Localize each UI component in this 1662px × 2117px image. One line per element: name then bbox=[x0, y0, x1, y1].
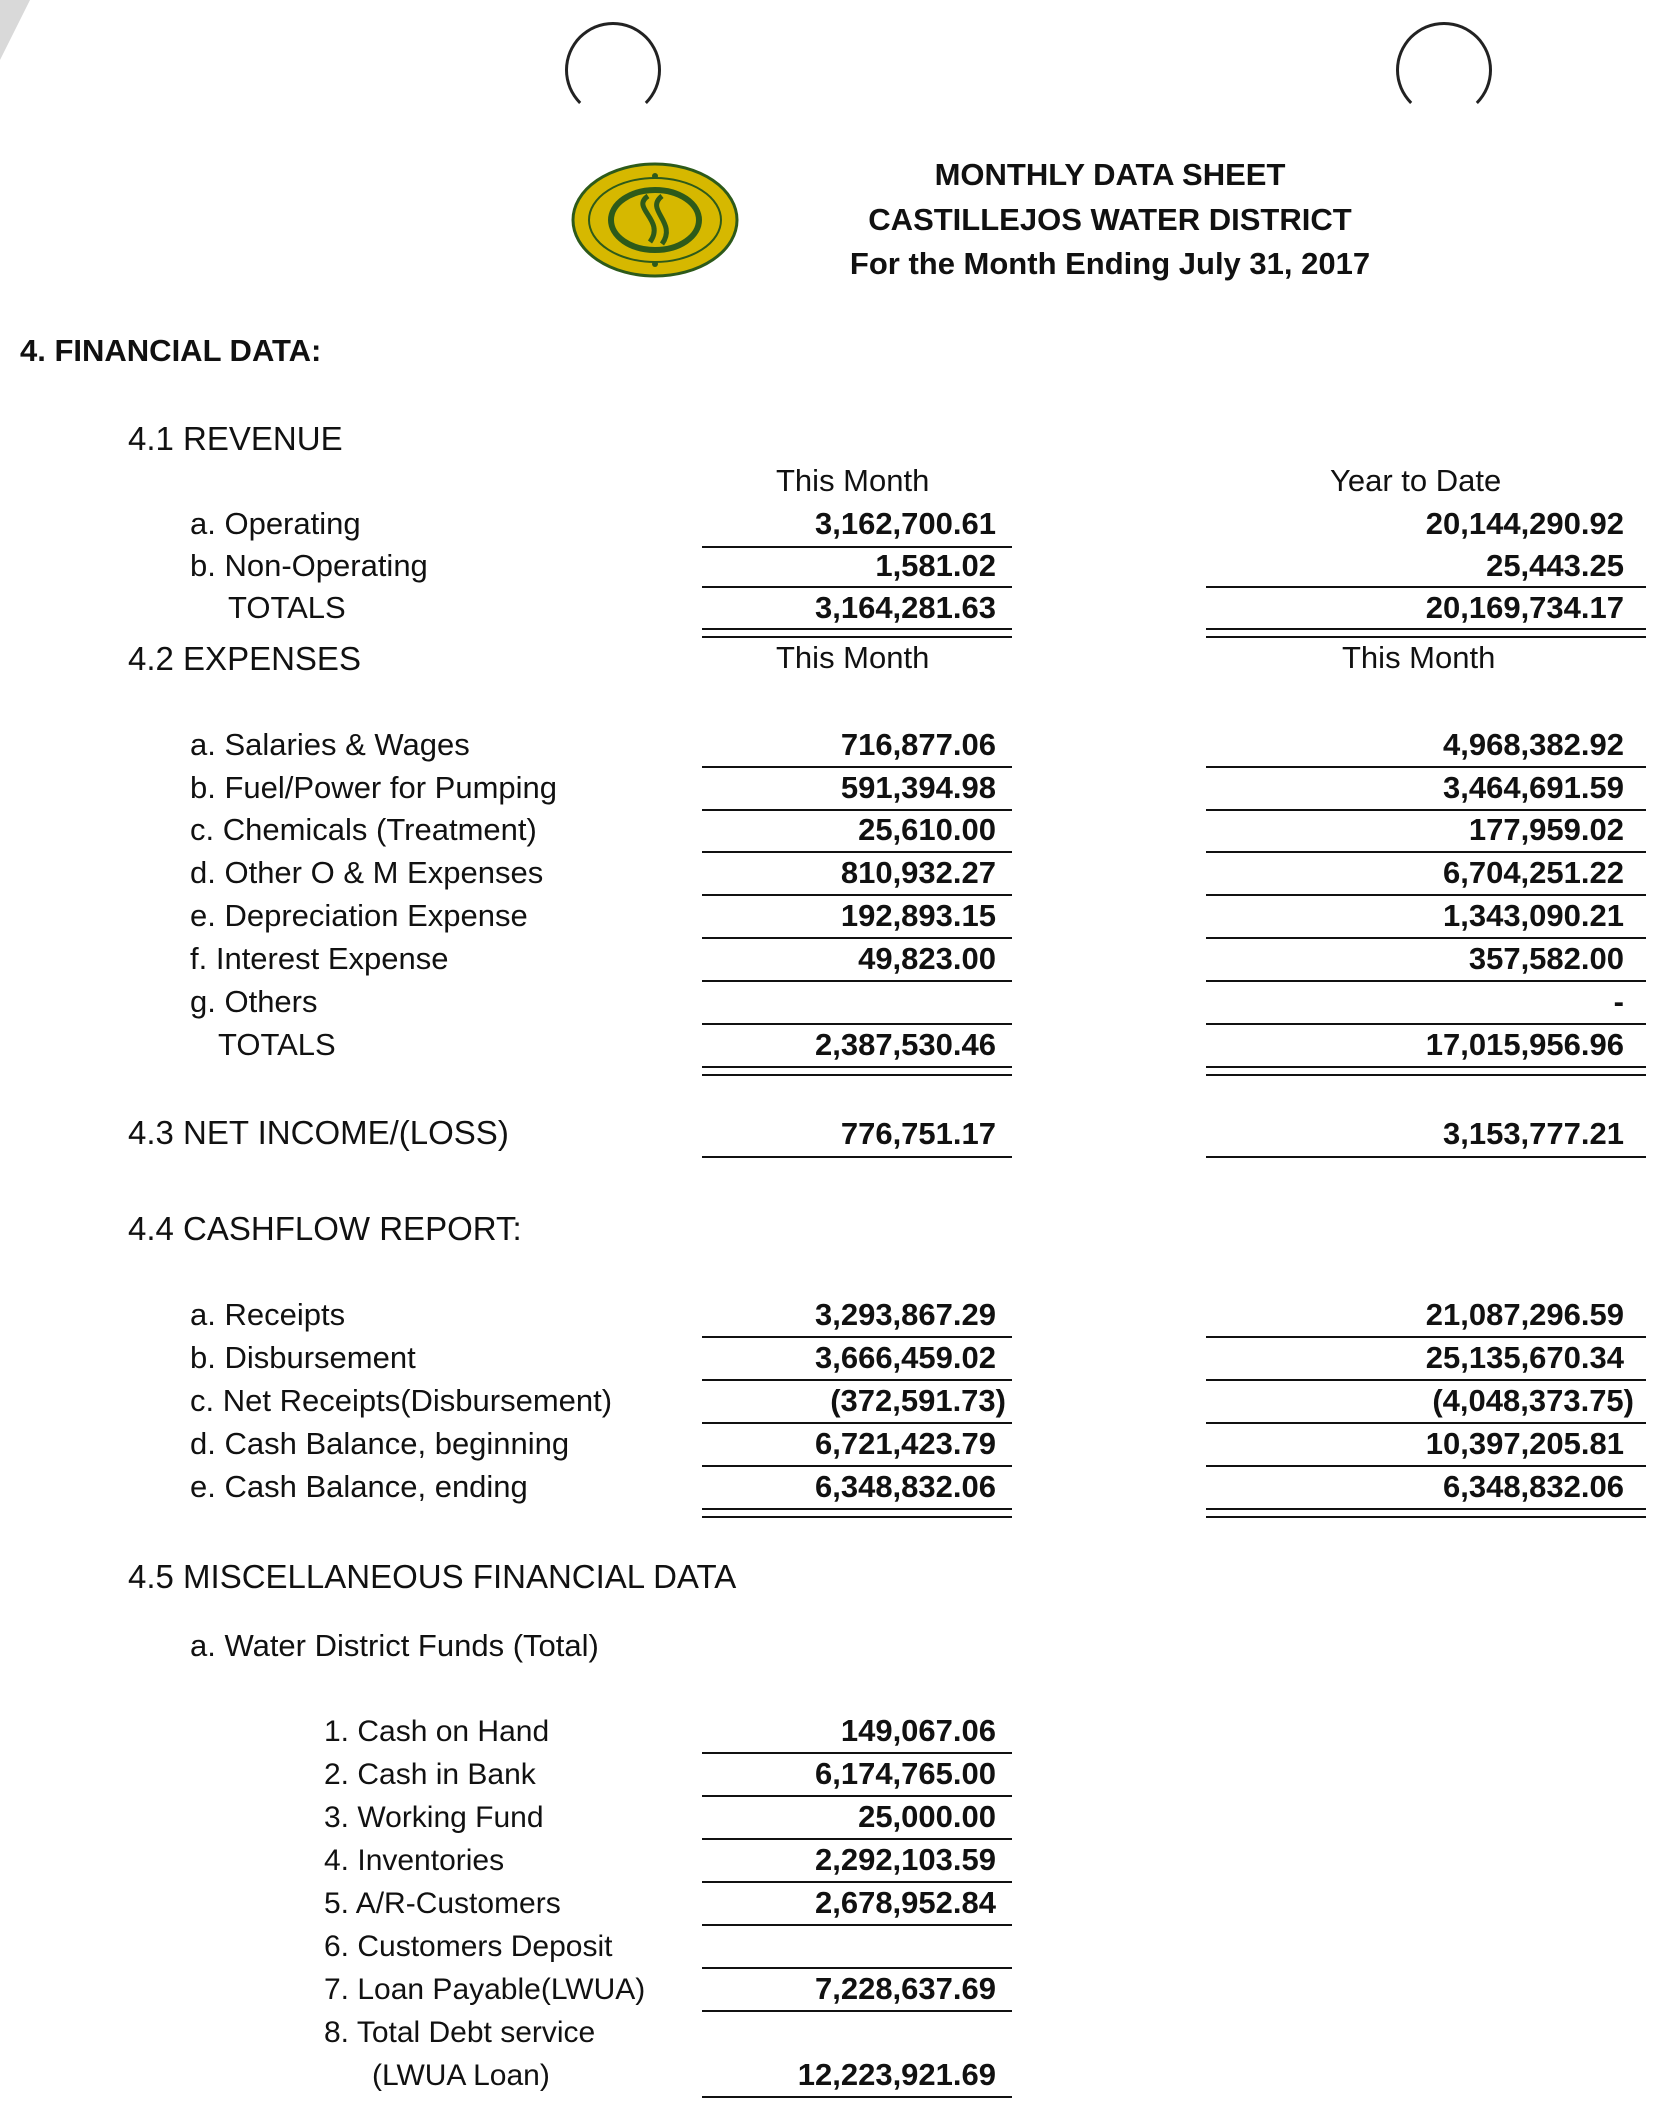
rule bbox=[1206, 1422, 1646, 1424]
rule bbox=[1206, 980, 1646, 982]
expenses-heading: 4.2 EXPENSES bbox=[128, 640, 361, 677]
cashflow-row-label: a. Receipts bbox=[190, 1297, 346, 1332]
fund-row-value: 7,228,637.69 bbox=[814, 1971, 996, 2006]
expense-row-label: e. Depreciation Expense bbox=[190, 898, 528, 933]
rule bbox=[702, 1465, 1012, 1467]
expense-row-month: 25,610.00 bbox=[858, 812, 996, 847]
revenue-heading: 4.1 REVENUE bbox=[128, 420, 343, 457]
expenses-totals-ytd: 17,015,956.96 bbox=[1425, 1027, 1624, 1062]
district-name: CASTILLEJOS WATER DISTRICT bbox=[868, 202, 1352, 237]
expenses-totals-label: TOTALS bbox=[218, 1027, 336, 1062]
rule bbox=[1206, 894, 1646, 896]
cashflow-row-month: 3,293,867.29 bbox=[814, 1297, 996, 1332]
fund-row-label: 4. Inventories bbox=[324, 1844, 505, 1877]
revenue-row-ytd: 20,144,290.92 bbox=[1425, 506, 1624, 541]
fund-row-label: 2. Cash in Bank bbox=[324, 1758, 536, 1791]
district-seal-logo bbox=[570, 160, 740, 280]
fund-row-value: 6,174,765.00 bbox=[814, 1756, 996, 1791]
rule bbox=[702, 2010, 1012, 2012]
revenue-row-month: 3,162,700.61 bbox=[814, 506, 996, 541]
expense-row-month: 49,823.00 bbox=[858, 941, 996, 976]
cashflow-row-month: 6,348,832.06 bbox=[814, 1469, 996, 1504]
fund-row-label: 1. Cash on Hand bbox=[324, 1715, 550, 1748]
revenue-row-ytd: 25,443.25 bbox=[1486, 548, 1624, 583]
expense-row-ytd: 357,582.00 bbox=[1468, 941, 1624, 976]
expense-row-month: 591,394.98 bbox=[840, 770, 996, 805]
expense-row-month: 192,893.15 bbox=[840, 898, 996, 933]
rule bbox=[702, 1967, 1012, 1969]
expense-row-label: g. Others bbox=[190, 984, 318, 1019]
revenue-row-label: a. Operating bbox=[190, 506, 361, 541]
reporting-period: For the Month Ending July 31, 2017 bbox=[849, 246, 1371, 281]
fund-row-label: 8. Total Debt service bbox=[324, 2016, 596, 2049]
cashflow-heading: 4.4 CASHFLOW REPORT: bbox=[128, 1210, 522, 1247]
cashflow-row-month: 3,666,459.02 bbox=[814, 1340, 996, 1375]
fund-row-label: 5. A/R-Customers bbox=[324, 1887, 561, 1920]
expense-row-ytd: - bbox=[1613, 984, 1624, 1019]
cashflow-row-label: d. Cash Balance, beginning bbox=[190, 1426, 570, 1461]
rule bbox=[1206, 1379, 1646, 1381]
expense-row-ytd: 4,968,382.92 bbox=[1442, 727, 1624, 762]
double-rule bbox=[1206, 1066, 1646, 1076]
revenue-col1-header: This Month bbox=[776, 463, 930, 498]
rule bbox=[702, 766, 1012, 768]
cashflow-row-label: c. Net Receipts(Disbursement) bbox=[190, 1383, 613, 1418]
expense-row-label: c. Chemicals (Treatment) bbox=[190, 812, 537, 847]
net-income-ytd: 3,153,777.21 bbox=[1442, 1116, 1624, 1151]
rule bbox=[702, 1023, 1012, 1025]
revenue-row-month: 1,581.02 bbox=[875, 548, 996, 583]
expense-row-ytd: 3,464,691.59 bbox=[1442, 770, 1624, 805]
rule bbox=[702, 937, 1012, 939]
fund-row-value: 2,678,952.84 bbox=[814, 1885, 996, 1920]
expense-row-month: 716,877.06 bbox=[840, 727, 996, 762]
fund-row-value: 149,067.06 bbox=[840, 1713, 996, 1748]
rule bbox=[702, 1881, 1012, 1883]
rule bbox=[702, 1336, 1012, 1338]
revenue-totals-label: TOTALS bbox=[228, 590, 346, 625]
double-rule bbox=[1206, 1508, 1646, 1518]
revenue-totals-month: 3,164,281.63 bbox=[814, 590, 996, 625]
rule bbox=[1206, 766, 1646, 768]
rule bbox=[1206, 851, 1646, 853]
rule bbox=[1206, 1023, 1646, 1025]
rule bbox=[702, 894, 1012, 896]
cashflow-row-ytd: 25,135,670.34 bbox=[1425, 1340, 1624, 1375]
cashflow-row-month: 6,721,423.79 bbox=[814, 1426, 996, 1461]
fund-row-value: 12,223,921.69 bbox=[797, 2057, 996, 2092]
rule bbox=[702, 586, 1012, 588]
expense-row-ytd: 177,959.02 bbox=[1468, 812, 1624, 847]
rule bbox=[702, 1838, 1012, 1840]
fund-row-label: (LWUA Loan) bbox=[372, 2059, 550, 2092]
expense-row-label: b. Fuel/Power for Pumping bbox=[190, 770, 558, 805]
sheet-title: MONTHLY DATA SHEET bbox=[934, 157, 1286, 192]
rule bbox=[702, 809, 1012, 811]
rule bbox=[1206, 1465, 1646, 1467]
rule bbox=[1206, 809, 1646, 811]
misc-subtitle: a. Water District Funds (Total) bbox=[190, 1628, 599, 1663]
expenses-col1-header: This Month bbox=[776, 640, 930, 675]
revenue-row-label: b. Non-Operating bbox=[190, 548, 428, 583]
revenue-col2-header: Year to Date bbox=[1330, 463, 1502, 498]
rule bbox=[702, 980, 1012, 982]
rule bbox=[1206, 1156, 1646, 1158]
cashflow-row-label: b. Disbursement bbox=[190, 1340, 416, 1375]
fund-row-value: 25,000.00 bbox=[858, 1799, 996, 1834]
rule bbox=[702, 1156, 1012, 1158]
rule bbox=[702, 2096, 1012, 2098]
punch-hole-right bbox=[1396, 22, 1492, 118]
expense-row-ytd: 6,704,251.22 bbox=[1442, 855, 1624, 890]
expense-row-month: 810,932.27 bbox=[840, 855, 996, 890]
cashflow-row-ytd: 10,397,205.81 bbox=[1425, 1426, 1624, 1461]
double-rule bbox=[702, 1066, 1012, 1076]
double-rule bbox=[1206, 628, 1646, 638]
expense-row-label: d. Other O & M Expenses bbox=[190, 855, 544, 890]
net-income-month: 776,751.17 bbox=[840, 1116, 996, 1151]
rule bbox=[1206, 1336, 1646, 1338]
rule bbox=[702, 1422, 1012, 1424]
double-rule bbox=[702, 1508, 1012, 1518]
revenue-totals-ytd: 20,169,734.17 bbox=[1425, 590, 1624, 625]
rule bbox=[702, 1379, 1012, 1381]
punch-hole-left bbox=[565, 22, 661, 118]
rule bbox=[702, 1924, 1012, 1926]
rule bbox=[702, 1795, 1012, 1797]
expenses-col2-header: This Month bbox=[1342, 640, 1496, 675]
double-rule bbox=[702, 628, 1012, 638]
fund-row-value: 2,292,103.59 bbox=[814, 1842, 996, 1877]
rule bbox=[702, 1752, 1012, 1754]
rule bbox=[1206, 586, 1646, 588]
cashflow-row-month: (372,591.73) bbox=[830, 1383, 1006, 1418]
rule bbox=[702, 851, 1012, 853]
expense-row-label: a. Salaries & Wages bbox=[190, 727, 470, 762]
rule bbox=[1206, 937, 1646, 939]
fund-row-label: 6. Customers Deposit bbox=[324, 1930, 613, 1963]
misc-heading: 4.5 MISCELLANEOUS FINANCIAL DATA bbox=[128, 1558, 737, 1595]
cashflow-row-ytd: 6,348,832.06 bbox=[1442, 1469, 1624, 1504]
section-title: 4. FINANCIAL DATA: bbox=[20, 333, 322, 368]
expenses-totals-month: 2,387,530.46 bbox=[814, 1027, 996, 1062]
expense-row-ytd: 1,343,090.21 bbox=[1442, 898, 1624, 933]
expense-row-label: f. Interest Expense bbox=[190, 941, 449, 976]
cashflow-row-ytd: 21,087,296.59 bbox=[1425, 1297, 1624, 1332]
fund-row-label: 3. Working Fund bbox=[324, 1801, 544, 1834]
cashflow-row-ytd: (4,048,373.75) bbox=[1432, 1383, 1634, 1418]
scan-shadow bbox=[0, 0, 30, 60]
cashflow-row-label: e. Cash Balance, ending bbox=[190, 1469, 528, 1504]
fund-row-label: 7. Loan Payable(LWUA) bbox=[324, 1973, 646, 2006]
net-income-label: 4.3 NET INCOME/(LOSS) bbox=[128, 1114, 509, 1151]
